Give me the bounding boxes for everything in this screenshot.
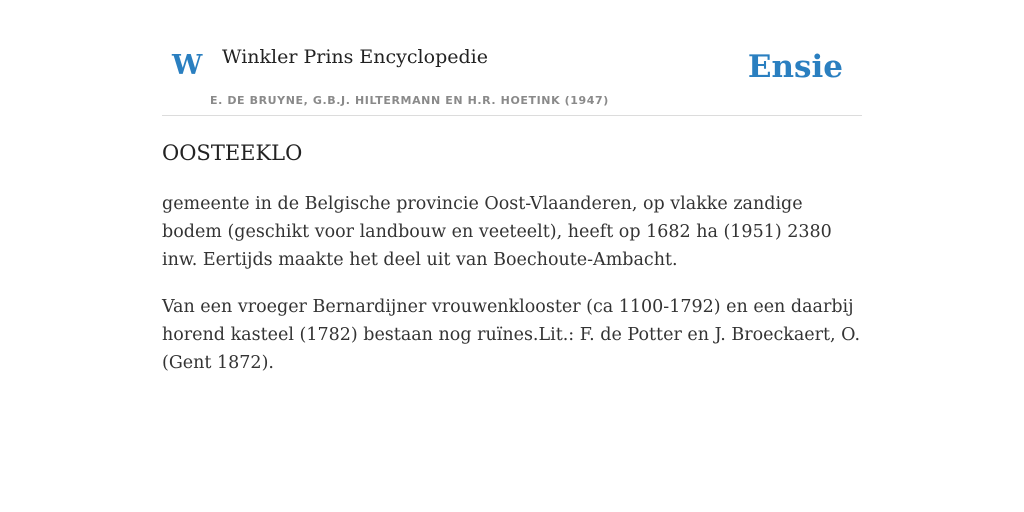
article-title: OOSTEEKLO — [162, 141, 303, 165]
publication-logo[interactable]: W — [172, 50, 203, 81]
article-paragraph: gemeente in de Belgische provincie Oost-Vlaanderen, op vlakke zandige bodem (geschikt voor landbouw en veeteelt), heeft op 1682 ha (1951) 2380 inw. Eertijds maakte het deel uit van Boechoute-Ambacht. — [162, 194, 832, 271]
publication-title[interactable]: Winkler Prins Encyclopedie — [222, 46, 488, 68]
article — [162, 140, 862, 396]
article-paragraph: Van een vroeger Bernardijner vrouwenklooster (ca 1100-1792) en een daarbij horend kasteel (1782) bestaan nog ruïnes.Lit.: F. de Potter en J. Broeckaert, O. (Gent 1872). — [162, 297, 861, 374]
header — [162, 0, 862, 116]
publication-authors: E. DE BRUYNE, G.B.J. HILTERMANN EN H.R. HOETINK (1947) — [210, 94, 609, 107]
ensie-logo-link[interactable]: Ensie — [747, 49, 843, 85]
